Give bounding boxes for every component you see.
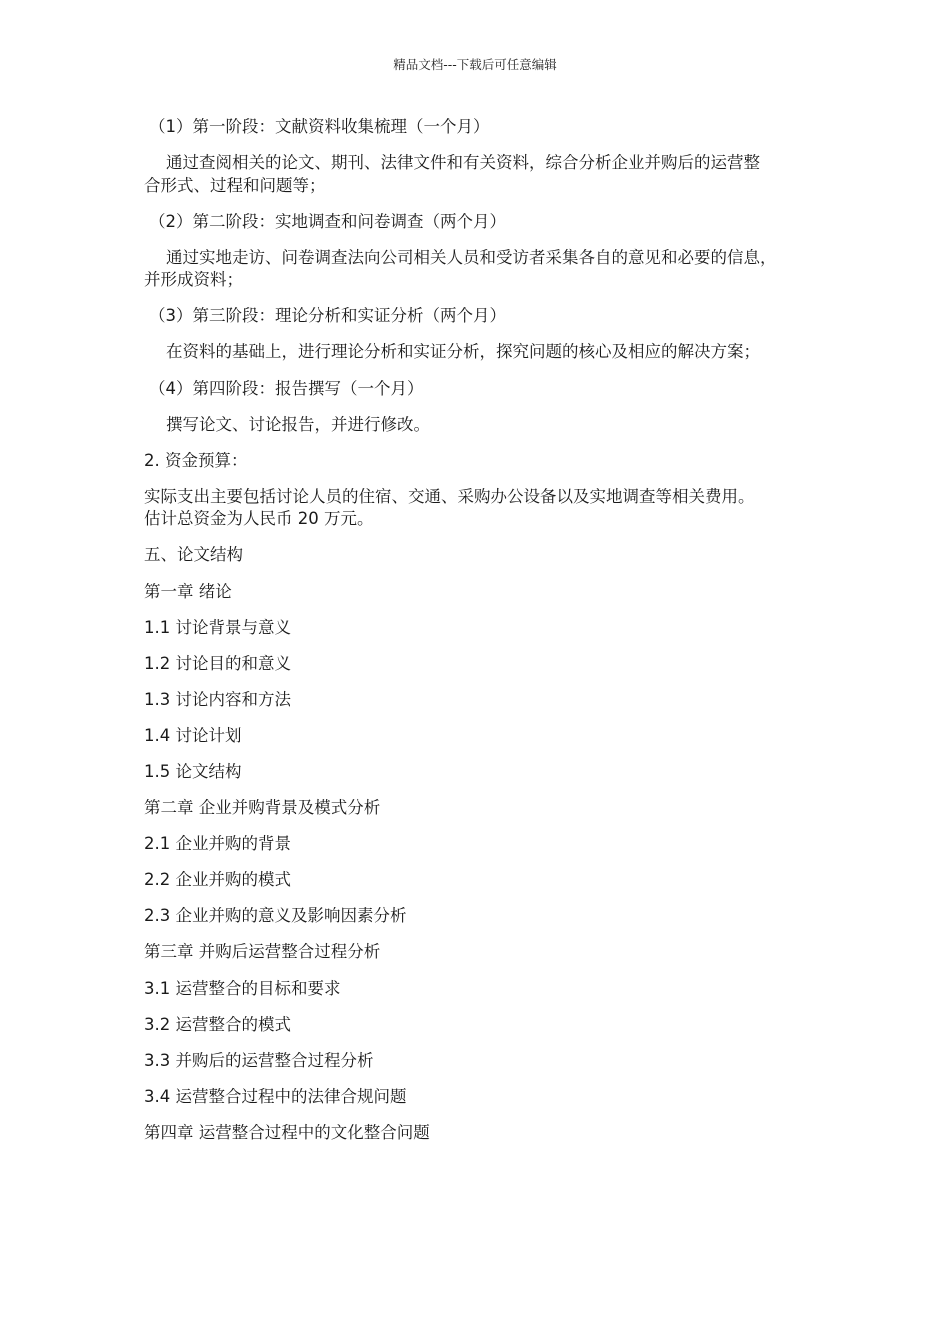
text-line: 合形式、过程和问题等；: [144, 175, 326, 195]
toc-entry: 1.3 讨论内容和方法: [144, 689, 291, 709]
chapter-heading: 第二章 企业并购背景及模式分析: [144, 798, 381, 818]
chapter-heading: 第三章 并购后运营整合过程分析: [144, 942, 381, 962]
document-body: [144, 116, 812, 1158]
chapter-heading: 第一章 绪论: [144, 581, 232, 601]
toc-entry: 2.1 企业并购的背景: [144, 834, 291, 854]
page-header: 精品文档---下载后可任意编辑: [393, 57, 557, 72]
toc-entry: 3.4 运营整合过程中的法律合规问题: [144, 1086, 407, 1106]
toc-entry: 2.2 企业并购的模式: [144, 870, 291, 890]
budget-paragraph: [144, 486, 812, 531]
section-heading: 2. 资金预算：: [144, 450, 248, 470]
text-line: 通过查阅相关的论文、期刊、法律文件和有关资料，综合分析企业并购后的运营整: [166, 153, 760, 173]
toc-entry: 1.5 论文结构: [144, 762, 242, 781]
stage-heading: （2）第二阶段：实地调查和问卷调查（两个月）: [149, 211, 506, 231]
section-heading: 五、论文结构: [144, 545, 243, 565]
text-line: 估计总资金为人民币 20 万元。: [144, 509, 374, 529]
text-line: 通过实地走访、问卷调查法向公司相关人员和受访者采集各自的意见和必要的信息，: [166, 247, 777, 267]
toc-entry: 2.3 企业并购的意义及影响因素分析: [144, 906, 407, 926]
toc-entry: 1.2 讨论目的和意义: [144, 653, 291, 673]
stage-description: [144, 414, 812, 437]
chapter-heading: 第四章 运营整合过程中的文化整合问题: [144, 1122, 430, 1142]
text-line: 在资料的基础上，进行理论分析和实证分析，探究问题的核心及相应的解决方案；: [166, 342, 760, 362]
stage-description: [144, 152, 812, 197]
toc-entry: 3.3 并购后的运营整合过程分析: [144, 1050, 374, 1070]
toc-entry: 3.2 运营整合的模式: [144, 1014, 291, 1034]
text-line: 并形成资料；: [144, 270, 243, 290]
toc-entry: 1.1 讨论背景与意义: [144, 617, 291, 637]
toc-entry: 3.1 运营整合的目标和要求: [144, 978, 341, 998]
text-line: 撰写论文、讨论报告，并进行修改。: [166, 414, 430, 434]
stage-description: [144, 341, 812, 364]
stage-heading: （1）第一阶段：文献资料收集梳理（一个月）: [149, 117, 490, 136]
stage-description: [144, 247, 812, 292]
text-line: 实际支出主要包括讨论人员的住宿、交通、采购办公设备以及实地调查等相关费用。: [144, 486, 755, 506]
stage-heading: （3）第三阶段：理论分析和实证分析（两个月）: [149, 306, 506, 326]
stage-heading: （4）第四阶段：报告撰写（一个月）: [149, 378, 424, 398]
toc-entry: 1.4 讨论计划: [144, 725, 242, 745]
